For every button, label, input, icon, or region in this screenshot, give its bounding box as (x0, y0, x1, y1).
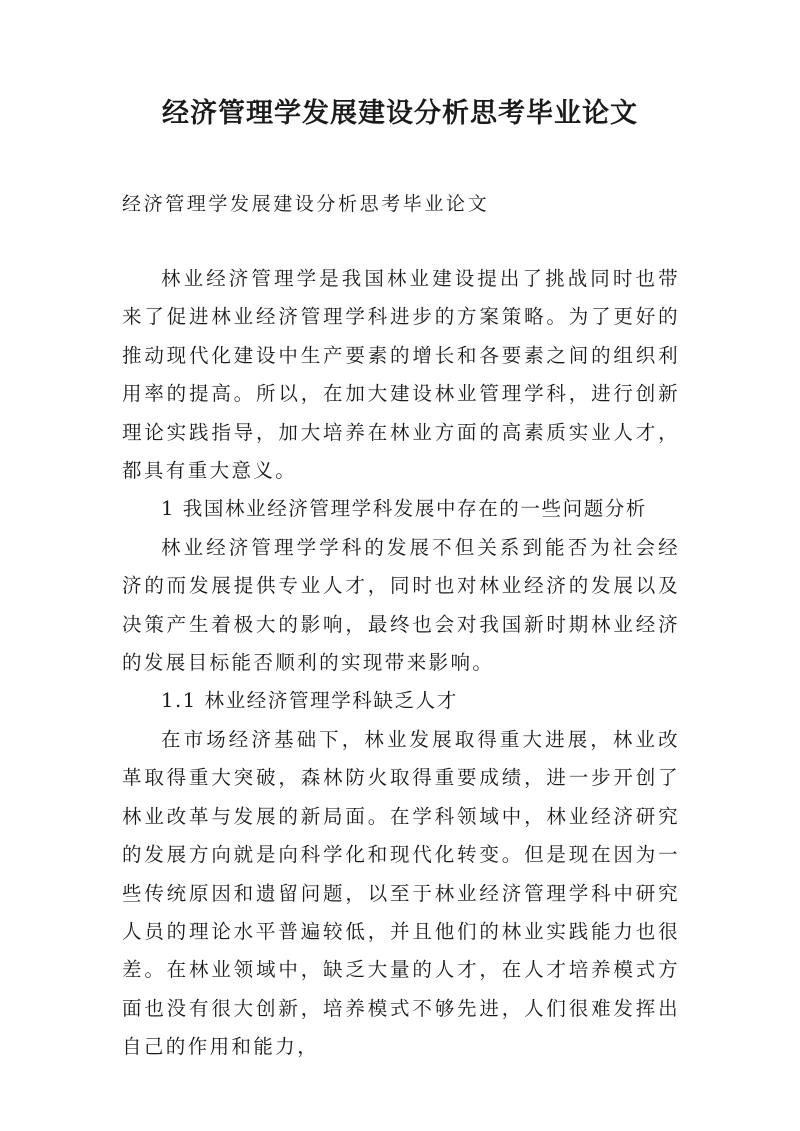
section-1-1-heading: 1.1 林业经济管理学科缺乏人才 (161, 689, 458, 713)
document-body (122, 260, 680, 1067)
section-1-1-paragraph: 在市场经济基础下，林业发展取得重大进展，林业改革取得重大突破，森林防火取得重要成绩，进一步开创了林业改革与发展的新局面。在学科领域中，林业经济研究的发展方向就是向科学化和现代化转变。但是现在因为一些传统原因和遗留问题，以至于林业经济管理学科中研究人员的理论水平普遍较低，并且他们的林业实践能力也很差。在林业领域中，缺乏大量的人才，在人才培养模式方面也没有很大创新，培养模式不够先进，人们很难发挥出自己的作用和能力， (122, 727, 680, 1059)
document-subtitle: 经济管理学发展建设分析思考毕业论文 (122, 193, 490, 215)
intro-paragraph: 林业经济管理学是我国林业建设提出了挑战同时也带来了促进林业经济管理学科进步的方案策略。为了更好的推动现代化建设中生产要素的增长和各要素之间的组织利用率的提高。所以，在加大建设林业管理学科，进行创新理论实践指导，加大培养在林业方面的高素质实业人才，都具有重大意义。 (122, 267, 680, 483)
section-1-paragraph: 林业经济管理学学科的发展不但关系到能否为社会经济的而发展提供专业人才，同时也对林业经济的发展以及决策产生着极大的影响，最终也会对我国新时期林业经济的发展目标能否顺利的实现带来影响。 (122, 535, 680, 675)
section-1-heading: 1 我国林业经济管理学科发展中存在的一些问题分析 (161, 497, 648, 521)
document-title: 经济管理学发展建设分析思考毕业论文 (162, 98, 638, 129)
